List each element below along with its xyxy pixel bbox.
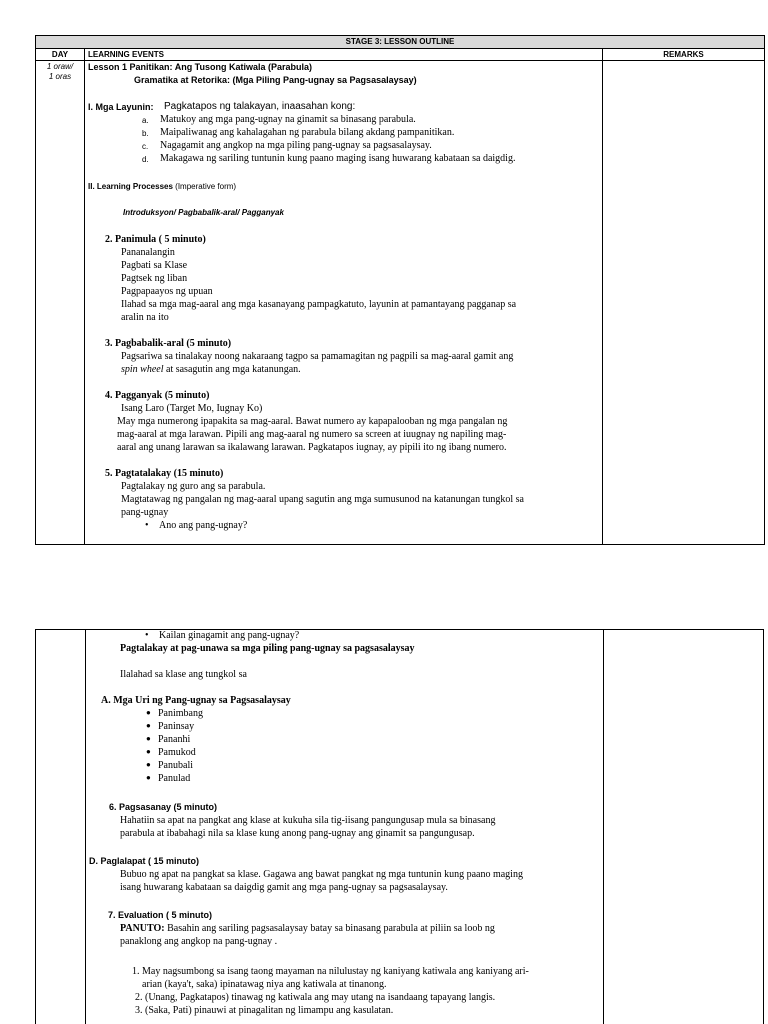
learning-events-cell (85, 61, 603, 545)
processes-heading (88, 182, 236, 191)
pagganyak-line: aaral ang unang larawan sa ikalawang larawan. Pagkatapos iugnay, ay pipili ito ng ibang numero. (117, 442, 507, 453)
uri-item: ● Pananhi (158, 734, 190, 745)
panimula-line: Pagbati sa Klase (121, 260, 188, 271)
column-divider (85, 630, 86, 1024)
remarks-cell (603, 61, 765, 545)
panimula-line: Pananalangin (121, 247, 175, 258)
page-2-table (35, 629, 764, 1024)
uri-item: ● Paninsay (158, 721, 194, 732)
pagganyak-line: mag-aaral at mga larawan. Pipili ang mag-aaral ng numero sa screen at iuugnay ng napiling mag- (117, 429, 507, 440)
lesson-title: Lesson 1 Panitikan: Ang Tusong Katiwala (Parabula) (88, 62, 313, 72)
uri-item: ● Panimbang (158, 708, 203, 719)
paglalapat-heading: D. Paglalapat ( 15 minuto) (89, 856, 200, 866)
panuto-label: PANUTO: (120, 923, 165, 934)
panimula-line: Pagpapaayos ng upuan (121, 286, 213, 297)
uri-heading: A. Mga Uri ng Pang-ugnay sa Pagsasalaysay (101, 695, 291, 706)
uri-item: ● Pamukod (158, 747, 196, 758)
pagsasanay-line: Hahatiin sa apat na pangkat ang klase at kukuha sila tig-iisang pangungusap mula sa binasang (120, 815, 496, 826)
pagganyak-line: May mga numerong ipapakita sa mag-aaral. Bawat numero ay kapapalooban ng mga pangalan ng (117, 416, 508, 427)
layunin-intro: Pagkatapos ng talakayan, inaasahan kong: (164, 101, 356, 112)
processes-note: (Imperative form) (175, 182, 237, 191)
pagtatalakay-bullet: • Kailan ginagamit ang pang-ugnay? (159, 630, 299, 641)
day-column-header: DAY (36, 49, 85, 61)
pagtatalakay-line: pang-ugnay (121, 507, 169, 518)
pagganyak-line: Isang Laro (Target Mo, Iugnay Ko) (121, 403, 263, 414)
processes-label: II. Learning Processes (88, 182, 173, 191)
pagtatalakay-line: Magtatawag ng pangalan ng mag-aaral upang sagutin ang mga sumusunod na katanungan tungkol sa (121, 494, 524, 505)
learning-events-column-header: LEARNING EVENTS (85, 49, 603, 61)
pagsasanay-heading: 6. Pagsasanay (5 minuto) (109, 802, 218, 812)
uri-item: ● Panulad (158, 773, 190, 784)
pagsasanay-line: parabula at ibabahagi nila sa klase kung anong pang-ugnay ang ginamit sa pangungusap. (120, 828, 475, 839)
evaluation-item: 2. (Unang, Pagkatapos) tinawag ng katiwala ang may utang na isandaang tapayang langis. (135, 992, 496, 1003)
layunin-item-a: Matukoy ang mga pang-ugnay na ginamit sa binasang parabula. (160, 114, 416, 125)
layunin-letter-d: d. (142, 155, 149, 164)
layunin-item-d: Makagawa ng sariling tuntunin kung paano maging isang huwarang kabataan sa daigdig. (160, 153, 516, 164)
lesson-outline-table (35, 35, 765, 545)
layunin-letter-c: c. (142, 142, 149, 151)
panuto-line (120, 923, 495, 934)
pagbabalik-line (121, 364, 301, 375)
pagbabalik-line: Pagsariwa sa tinalakay noong nakaraang tagpo sa pamamagitan ng pagpili sa mag-aaral gamit ang (121, 351, 514, 362)
pagganyak-heading: 4. Pagganyak (5 minuto) (105, 390, 210, 401)
pagbabalik-line-rest: at sasagutin ang mga katanungan. (163, 364, 301, 375)
pagtatalakay-bullet: • Ano ang pang-ugnay? (159, 520, 247, 531)
column-divider (603, 630, 604, 1024)
stage-title: STAGE 3: LESSON OUTLINE (36, 36, 765, 49)
panimula-line: Ilahad sa mga mag-aaral ang mga kasanayang pampagkatuto, layunin at pamantayang pagganap sa (121, 299, 517, 310)
layunin-letter-b: b. (142, 129, 149, 138)
pagtatalakay-heading: 5. Pagtatalakay (15 minuto) (105, 468, 224, 479)
day-line-2: 1 oras (48, 72, 72, 81)
pagbabalik-heading: 3. Pagbabalik-aral (5 minuto) (105, 338, 232, 349)
layunin-item-c: Nagagamit ang angkop na mga piling pang-ugnay sa pagsasalaysay. (160, 140, 432, 151)
layunin-letter-a: a. (142, 116, 149, 125)
lesson-subtitle: Gramatika at Retorika: (Mga Piling Pang-ugnay sa Pagsasalaysay) (134, 75, 417, 85)
evaluation-item: arian (kaya't, saka) ipinatawag niya ang katiwala at tinanong. (142, 979, 387, 990)
day-cell (36, 61, 85, 545)
remarks-column-header: REMARKS (603, 49, 765, 61)
evaluation-item: 3. (Saka, Pati) pinauwi at pinagalitan ng limampu ang kasulatan. (135, 1005, 394, 1016)
panuto-line-2: panaklong ang angkop na pang-ugnay . (120, 936, 278, 947)
panimula-heading: 2. Panimula ( 5 minuto) (105, 234, 206, 245)
processes-subheading: Introduksyon/ Pagbabalik-aral/ Pagganyak (123, 208, 284, 217)
evaluation-item: 1. May nagsumbong sa isang taong mayaman na nilulustay ng kaniyang katiwala ang kaniyang ari- (132, 966, 529, 977)
pagtatalakay-line: Pagtalakay ng guro ang sa parabula. (121, 481, 266, 492)
day-line-1: 1 oraw/ (46, 62, 74, 71)
ilalahad-text: Ilalahad sa klase ang tungkol sa (120, 669, 247, 680)
paglalapat-line: isang huwarang kabataan sa daigdig gamit ang mga pang-ugnay sa pagsasalaysay. (120, 882, 448, 893)
paglalapat-line: Bubuo ng apat na pangkat sa klase. Gagawa ang bawat pangkat ng mga tuntunin kung paano maging (120, 869, 523, 880)
evaluation-heading: 7. Evaluation ( 5 minuto) (108, 910, 213, 920)
spin-wheel-text: spin wheel (121, 364, 164, 375)
pagtalakay-heading: Pagtalakay at pag-unawa sa mga piling pang-ugnay sa pagsasalaysay (120, 643, 415, 654)
layunin-item-b: Maipaliwanag ang kahalagahan ng parabula bilang akdang pampanitikan. (160, 127, 455, 138)
panuto-text: Basahin ang sariling pagsasalaysay batay sa binasang parabula at piliin sa loob ng (164, 923, 495, 934)
panimula-line: Pagtsek ng liban (121, 273, 188, 284)
panimula-line: aralin na ito (121, 312, 169, 323)
uri-item: ● Panubali (158, 760, 193, 771)
layunin-label: I. Mga Layunin: (88, 102, 154, 112)
